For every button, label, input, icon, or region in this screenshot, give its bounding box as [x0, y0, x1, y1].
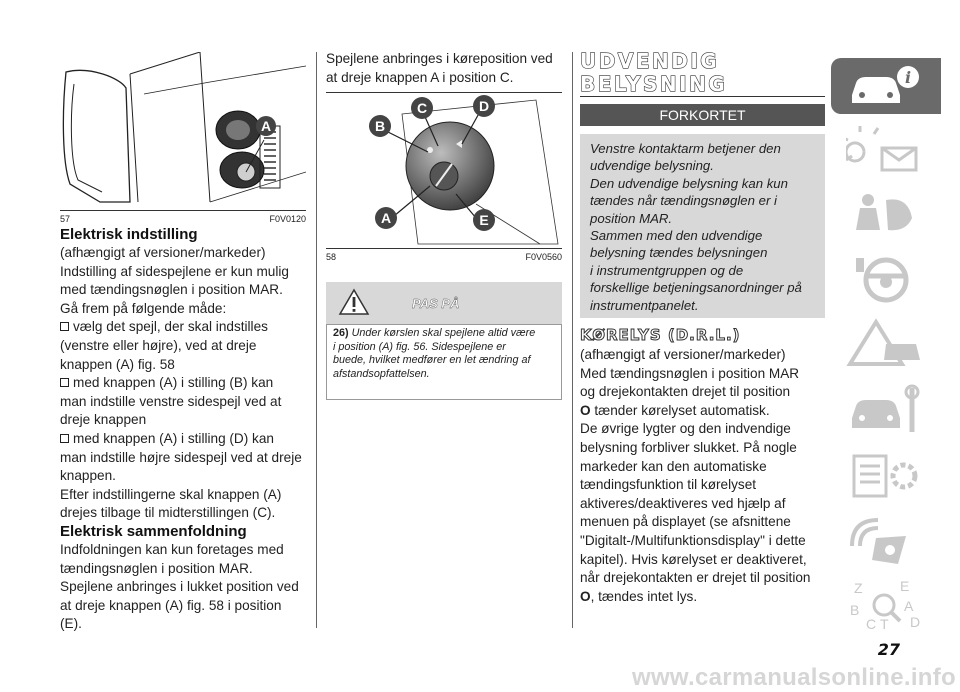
position-symbol: O [580, 402, 591, 418]
line: "Digitalt-/Multifunktionsdisplay" i dette [580, 532, 806, 548]
figure-57 [60, 52, 306, 208]
tab-lights-messages[interactable] [831, 122, 941, 180]
title-underline [580, 96, 825, 97]
checkbox-bullet-icon [60, 434, 69, 443]
line: Venstre kontaktarm betjener den [590, 141, 781, 156]
line: med knappen (A) i stilling (B) kan [73, 375, 274, 391]
figure-code: F0V0120 [269, 214, 306, 224]
line: forskellige betjeningsanordninger på [590, 280, 802, 296]
drl-heading: KØRELYS (D.R.L.) [580, 326, 741, 344]
title-line: BELYSNING [580, 72, 728, 96]
line: Spejlene anbringes i lukket position ved [60, 579, 299, 595]
left-text [60, 226, 310, 634]
tab-emergency[interactable] [831, 314, 941, 374]
line: drejes tilbage til midterstillingen (C). [60, 505, 276, 521]
emergency-icon [846, 318, 926, 370]
line: , tændes intet lys. [590, 588, 698, 604]
knob-label-d: D [478, 98, 490, 114]
line: knappen. [60, 468, 116, 484]
lights-messages-icon [846, 126, 926, 176]
column-divider-2 [572, 52, 573, 628]
line: kapitel). Hvis kørelyset er deaktiveret, [580, 551, 807, 567]
line: (venstre eller højre), ved at dreje [60, 337, 257, 353]
warning-number: 26) [333, 327, 349, 339]
index-icon [846, 579, 926, 631]
knob-label-b: B [374, 118, 386, 134]
figure-58-rule [326, 248, 562, 249]
index-letter: A [904, 598, 914, 614]
maintenance-icon [846, 384, 926, 436]
index-letter: B [850, 602, 860, 618]
driving-icon [846, 254, 926, 304]
index-letter: D [910, 614, 921, 630]
index-letter: C [866, 616, 877, 631]
car-info-icon [846, 63, 926, 109]
knob-label-c: C [416, 100, 428, 116]
line: De øvrige lygter og den indvendige [580, 421, 791, 437]
line: Den udvendige belysning kan kun [590, 175, 788, 191]
para-1 [60, 244, 310, 318]
line: tændingsfunktion til kørelyset [580, 477, 757, 493]
heading-elektrisk-sammenfoldning: Elektrisk sammenfoldning [60, 522, 247, 540]
figure-57-caption [60, 214, 306, 224]
line: Under kørslen skal spejlene altid være [351, 327, 536, 339]
warning-title: PAS PÅ [412, 295, 460, 311]
index-letter: Z [854, 580, 863, 596]
checkbox-bullet-icon [60, 322, 69, 331]
line: tændes når tændingsnøglen er i [590, 193, 777, 209]
banner [580, 104, 825, 126]
line: afstandsopfattelsen. [333, 367, 430, 380]
warning-body [326, 324, 562, 400]
line: vælg det spejl, der skal indstilles [73, 319, 268, 335]
line: position MAR. [590, 210, 673, 226]
line: med knappen (A) i stilling (D) kan [73, 430, 274, 446]
multimedia-icon [846, 516, 926, 568]
line: (afhængigt af versioner/markeder) [580, 347, 786, 362]
line: med tændingsnøglen i position MAR. [60, 282, 283, 298]
warning-header [326, 282, 562, 324]
figure-57-rule [60, 210, 306, 211]
figure-58-top-rule [326, 92, 562, 93]
knob-label-e: E [479, 212, 489, 228]
knob-label-a: A [380, 210, 392, 226]
line: menuen på displayet (se afsnittene [580, 514, 791, 530]
tab-safety[interactable] [831, 186, 941, 244]
tab-maintenance[interactable] [831, 380, 941, 440]
position-symbol: O [580, 588, 591, 604]
tab-car-info[interactable] [831, 58, 941, 114]
line: tændingsnøglen i position MAR. [60, 560, 253, 576]
tab-technical-data[interactable] [831, 446, 941, 506]
column-divider-1 [316, 52, 317, 628]
checkbox-bullet-icon [60, 378, 69, 387]
figure-code: F0V0560 [525, 252, 562, 262]
bullet-3 [60, 430, 310, 486]
figure-number: 57 [60, 214, 71, 224]
para-3 [60, 541, 310, 634]
warning-icon [334, 282, 374, 324]
bullet-1 [60, 318, 310, 374]
line: Indfoldningen kan kun foretages med [60, 541, 284, 557]
line: udvendige belysning. [590, 158, 714, 174]
banner-label: FORKORTET [659, 107, 746, 123]
line: knappen (A) fig. 58 [60, 356, 175, 372]
bullet-2 [60, 374, 310, 430]
line: instrumentpanelet. [590, 297, 699, 313]
para-2 [60, 486, 310, 523]
line: at dreje knappen A i position C. [326, 69, 514, 85]
figure-58 [326, 94, 562, 246]
line: belysning tændes belysningen [590, 245, 768, 261]
line: buede, hvilket medfører en let ændring af [333, 354, 531, 367]
safety-icon [846, 190, 926, 240]
mirror-figure [60, 52, 306, 208]
figure-label-a: A [260, 118, 272, 134]
line: tænder kørelyset automatisk. [594, 402, 770, 418]
line: aktiveres/deaktiveres ved hjælp af [580, 495, 786, 511]
line: i position (A) fig. 56. Sidespejlene er [333, 340, 506, 353]
line: Spejlene anbringes i køreposition ved [326, 51, 553, 66]
index-letter: E [900, 579, 910, 594]
line: (afhængigt af versioner/markeder) [60, 245, 266, 260]
figure-58-caption [326, 252, 562, 262]
heading-elektrisk-indstilling: Elektrisk indstilling [60, 226, 198, 243]
watermark: www.carmanualsonline.info [632, 664, 956, 691]
page-number: 27 [877, 640, 900, 659]
section-title [580, 50, 825, 96]
line: Gå frem på følgende måde: [60, 300, 227, 316]
figure-number: 58 [326, 252, 337, 262]
technical-data-icon [846, 450, 926, 502]
svg-text:i: i [904, 68, 912, 87]
tab-multimedia[interactable] [831, 512, 941, 572]
summary-box [580, 134, 825, 318]
line: Indstilling af sidespejlene er kun mulig [60, 263, 289, 279]
line: belysning forbliver slukket. På nogle [580, 439, 797, 455]
line: markeder kan den automatiske [580, 458, 767, 474]
index-letter: T [880, 616, 889, 631]
line: og drejekontakten drejet til position [580, 384, 791, 400]
line: i instrumentgruppen og de [590, 262, 744, 278]
line: at dreje knappen (A) fig. 58 i position [60, 597, 282, 613]
line: når drejekontakten er drejet til position [580, 570, 811, 586]
title-line: UDVENDIG [580, 49, 720, 73]
line: Efter indstillingerne skal knappen (A) [60, 486, 282, 502]
knob-figure [326, 94, 562, 246]
line: man indstille venstre sidespejl ved at [60, 393, 282, 409]
tab-driving[interactable] [831, 250, 941, 308]
line: man indstille højre sidespejl ved at dreje [60, 449, 302, 465]
tab-index[interactable] [831, 578, 941, 632]
line: Med tændingsnøglen i position MAR [580, 365, 800, 381]
middle-intro [326, 50, 571, 87]
line: (E). [60, 616, 82, 632]
line: dreje knappen [60, 412, 147, 428]
drl-text [580, 346, 825, 606]
line: Sammen med den udvendige [590, 228, 763, 244]
